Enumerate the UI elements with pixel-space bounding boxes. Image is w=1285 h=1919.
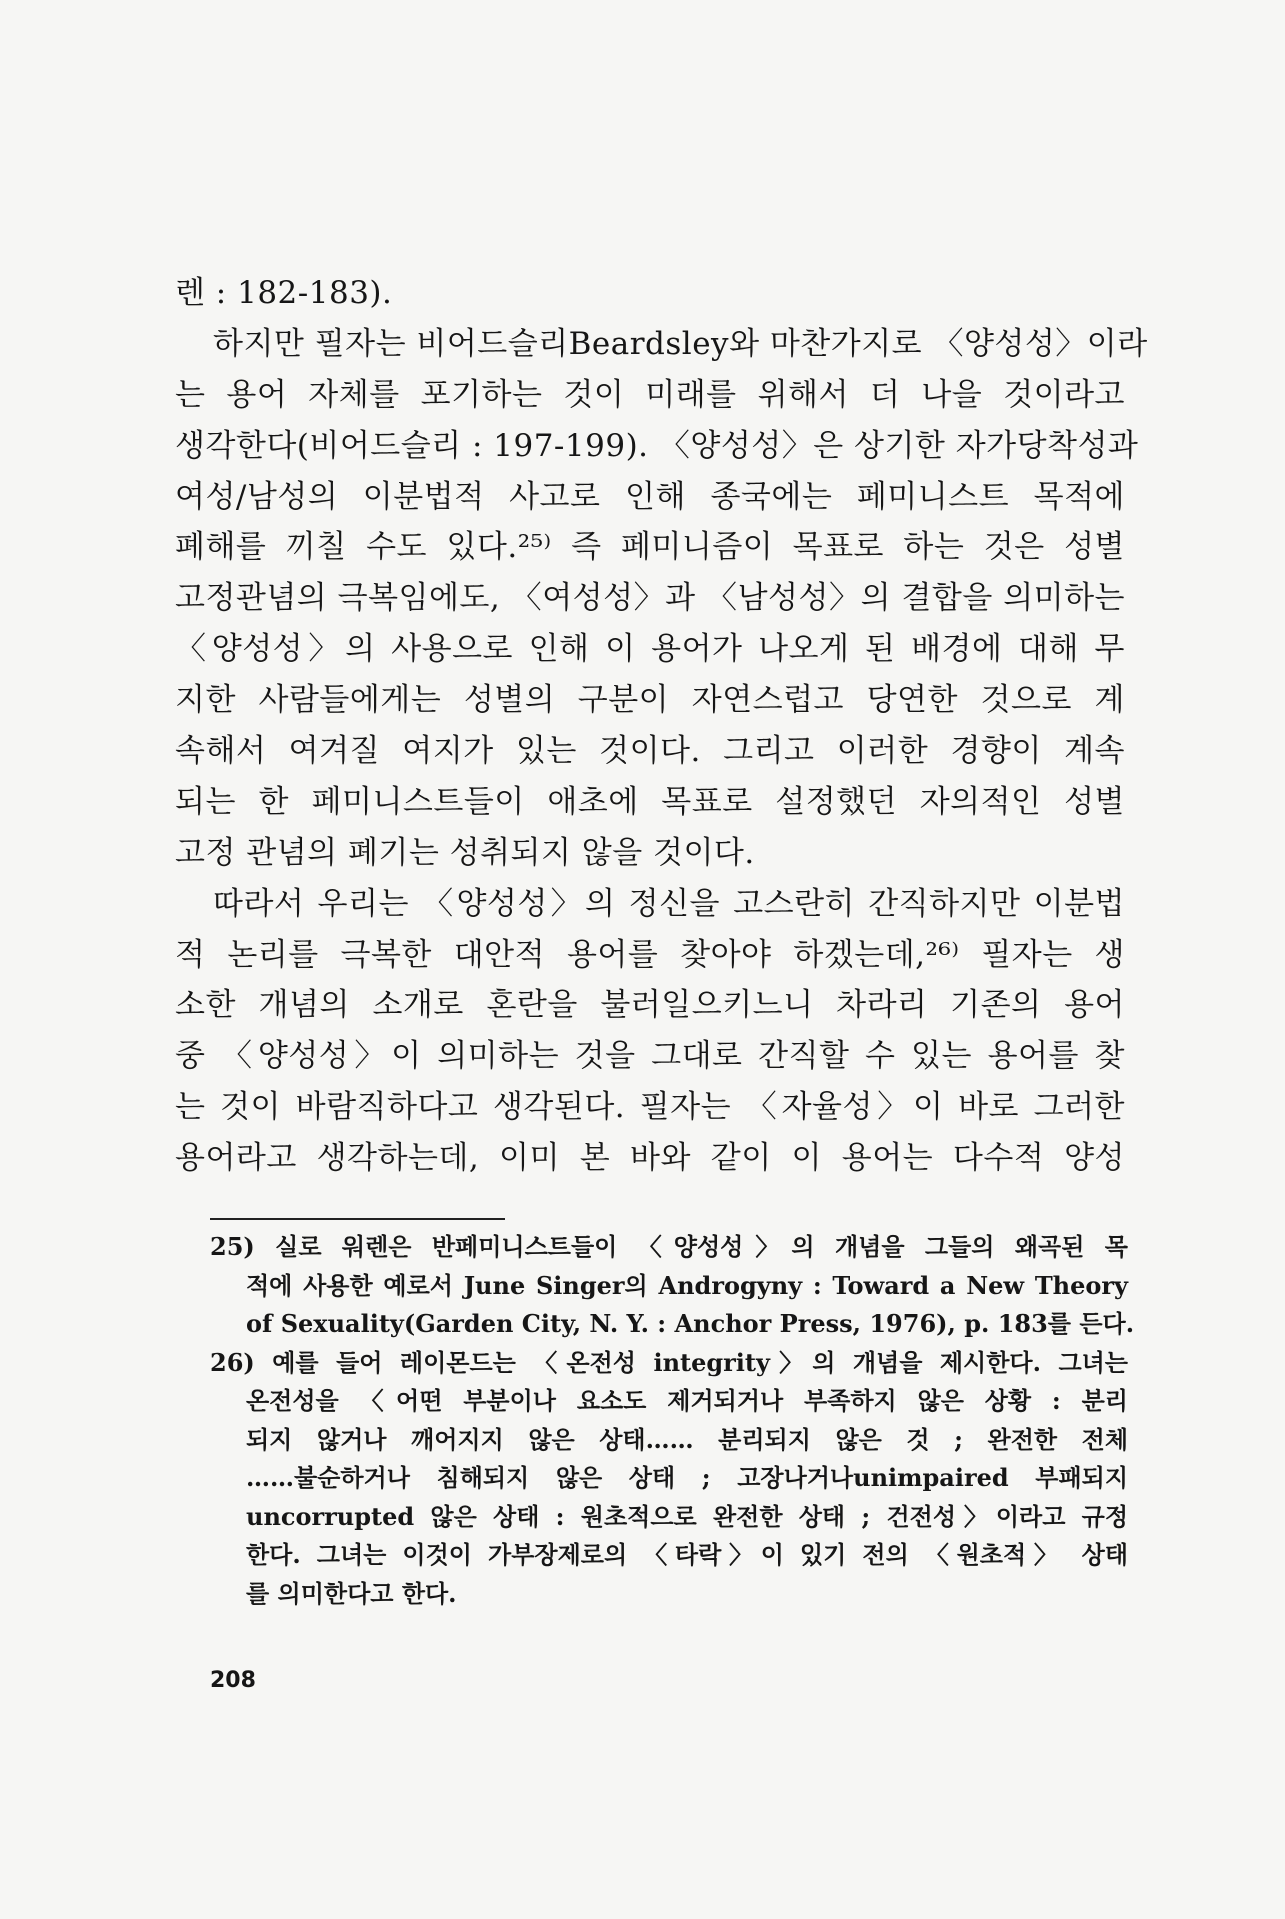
text-line: 소한 개념의 소개로 혼란을 불러일으키느니 차라리 기존의 용어 — [175, 987, 1125, 1024]
page-number: 208 — [210, 1668, 256, 1693]
text-line: 고정관념의 극복임에도, 〈여성성〉과 〈남성성〉의 결합을 의미하는 — [175, 580, 1125, 617]
text-line: 렌 : 182-183). — [175, 275, 393, 311]
footnote-line: 한다. 그녀는 이것이 가부장제로의 〈타락〉이 있기 전의 〈원초적〉 상태 — [246, 1540, 1128, 1569]
text-line: 고정 관념의 폐기는 성취되지 않을 것이다. — [175, 834, 755, 871]
footnote-line: 온전성을 〈어떤 부분이나 요소도 제거되거나 부족하지 않은 상황 : 분리 — [246, 1386, 1128, 1415]
text-line: 지한 사람들에게는 성별의 구분이 자연스럽고 당연한 것으로 계 — [175, 682, 1125, 719]
text-line: 따라서 우리는 〈양성성〉의 정신을 고스란히 간직하지만 이분법 — [213, 885, 1125, 922]
footnote-line: uncorrupted 않은 상태 : 원초적으로 완전한 상태 ; 건전성〉이라고 규정 — [246, 1501, 1128, 1531]
text-line: 〈양성성〉의 사용으로 인해 이 용어가 나오게 된 배경에 대해 무 — [175, 631, 1125, 668]
text-line: 되는 한 페미니스트들이 애초에 목표로 설정했던 자의적인 성별 — [175, 783, 1125, 820]
text-line: 생각한다(비어드슬리 : 197-199). 〈양성성〉은 상기한 자가당착성과 — [175, 427, 1139, 464]
text-line: 중 〈양성성〉이 의미하는 것을 그대로 간직할 수 있는 용어를 찾 — [175, 1038, 1125, 1075]
footnote-line: 25) 실로 워렌은 반페미니스트들이 〈양성성〉의 개념을 그들의 왜곡된 목 — [210, 1232, 1128, 1261]
body-text — [175, 268, 1148, 1184]
text-line: 는 용어 자체를 포기하는 것이 미래를 위해서 더 나을 것이라고 — [175, 376, 1125, 413]
footnote-line: 26) 예를 들어 레이몬드는 〈온전성 integrity〉의 개념을 제시한다. 그녀는 — [210, 1347, 1128, 1377]
footnote-line: ……불순하거나 침해되지 않은 상태 ; 고장나거나unimpaired 부패되지 — [246, 1463, 1128, 1492]
text-line: 하지만 필자는 비어드슬리Beardsley와 마찬가지로 〈양성성〉이라 — [213, 325, 1148, 362]
footnote-line: 적에 사용한 예로서 June Singer의 Androgyny : Toward a New Theory — [246, 1270, 1128, 1300]
text-line: 는 것이 바람직하다고 생각된다. 필자는 〈자율성〉이 바로 그러한 — [175, 1089, 1125, 1126]
footnote-line: 를 의미한다고 한다. — [246, 1578, 457, 1608]
text-line: 용어라고 생각하는데, 이미 본 바와 같이 이 용어는 다수적 양성 — [175, 1140, 1125, 1177]
footnotes — [210, 1228, 1135, 1613]
footnote-line: 되지 않거나 깨어지지 않은 상태…… 분리되지 않은 것 ; 완전한 전체 — [246, 1424, 1128, 1454]
text-line: 속해서 여겨질 여지가 있는 것이다. 그리고 이러한 경향이 계속 — [175, 733, 1125, 770]
text-line: 여성/남성의 이분법적 사고로 인해 종국에는 페미니스트 목적에 — [175, 478, 1125, 515]
footnote-line: of Sexuality(Garden City, N. Y. : Anchor Press, 1976), p. 183를 든다. — [246, 1309, 1135, 1338]
footnote-divider — [210, 1218, 505, 1220]
text-line: 폐해를 끼칠 수도 있다.²⁵⁾ 즉 페미니즘이 목표로 하는 것은 성별 — [175, 529, 1125, 566]
text-line: 적 논리를 극복한 대안적 용어를 찾아야 하겠는데,²⁶⁾ 필자는 생 — [175, 936, 1125, 973]
